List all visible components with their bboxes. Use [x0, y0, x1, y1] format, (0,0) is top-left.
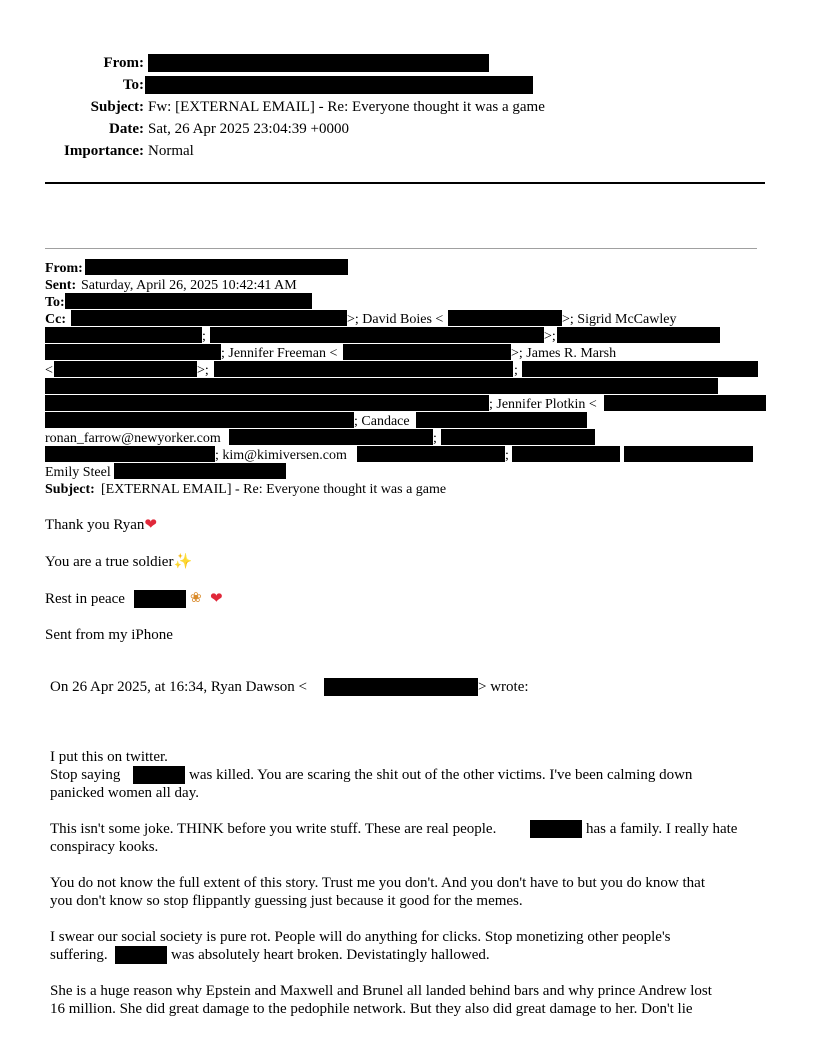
quote-text: was killed. You are scaring the shit out of the other victims. I've been calming down [189, 767, 693, 783]
forward-divider [45, 248, 757, 249]
redaction-block [45, 344, 221, 360]
redaction-block [343, 344, 511, 360]
cc-jennifer-freeman: ; Jennifer Freeman < [221, 346, 338, 361]
redaction-block [85, 259, 348, 275]
date-value: Sat, 26 Apr 2025 23:04:39 +0000 [148, 121, 349, 137]
message-text: Rest in peace [45, 591, 125, 607]
redaction-block [133, 766, 185, 784]
quote-text: Stop saying [50, 767, 121, 783]
quote-text: This isn't some joke. THINK before you write stuff. These are real people. [50, 821, 497, 837]
redaction-block [324, 678, 478, 696]
quote-text: suffering. [50, 947, 108, 963]
message-line [45, 591, 125, 608]
fwd-subject-value: [EXTERNAL EMAIL] - Re: Everyone thought it was a game [101, 482, 447, 497]
redaction-block [45, 395, 489, 411]
quote-text: has a family. I really hate [586, 821, 738, 837]
date-label: Date: [109, 121, 144, 137]
redaction-block [229, 429, 433, 445]
redaction-block [45, 446, 215, 462]
fwd-to-label: To: [45, 295, 65, 310]
redaction-block [441, 429, 595, 445]
cc-david-boies: >; David Boies < [347, 312, 444, 327]
redaction-block [45, 412, 354, 428]
cc-kim-iversen: ; kim@kimiversen.com [215, 448, 347, 463]
redaction-block [512, 446, 620, 462]
redaction-block [45, 378, 718, 394]
importance-label: Importance: [64, 143, 144, 159]
quote-text: I swear our social society is pure rot. People will do anything for clicks. Stop monetizing other people's [50, 929, 671, 945]
cc-candace: ; Candace [354, 414, 410, 429]
fwd-cc-label: Cc: [45, 312, 66, 327]
quote-text: I put this on twitter. [50, 749, 168, 765]
cc-james-marsh: >; James R. Marsh [511, 346, 617, 361]
redaction-block [115, 946, 167, 964]
redaction-block [134, 590, 186, 608]
sparkles-emoji-icon: ✨ [173, 552, 193, 570]
quote-text: You do not know the full extent of this story. Trust me you don't. And you don't have to but you do know that [50, 875, 705, 891]
cc-separator: ; [202, 329, 206, 344]
quote-text: you don't know so stop flippantly guessing just because it good for the memes. [50, 893, 523, 909]
redaction-block [448, 310, 562, 326]
redaction-block [416, 412, 587, 428]
message-line [45, 516, 157, 534]
cc-emily-steel: Emily Steel [45, 465, 111, 480]
cc-jennifer-plotkin: ; Jennifer Plotkin < [489, 397, 597, 412]
cc-separator: ; [505, 448, 509, 463]
redaction-block [604, 395, 766, 411]
message-text: You are a true soldier [45, 554, 174, 570]
redaction-block [557, 327, 720, 343]
message-line [45, 553, 192, 571]
from-label: From: [103, 55, 144, 71]
fwd-sent-value: Saturday, April 26, 2025 10:42:41 AM [81, 278, 297, 293]
quote-text: panicked women all day. [50, 785, 199, 801]
cc-sigrid-mccawley: >; Sigrid McCawley [562, 312, 677, 327]
redaction-block [65, 293, 312, 309]
header-divider [45, 182, 765, 184]
quote-intro: On 26 Apr 2025, at 16:34, Ryan Dawson < [50, 679, 308, 695]
signature: Sent from my iPhone [45, 627, 173, 643]
cc-separator: ; [514, 363, 518, 378]
redaction-block [148, 54, 489, 72]
redaction-block [71, 310, 347, 326]
cc-separator: >; [197, 363, 209, 378]
redaction-block [210, 327, 544, 343]
redaction-block [214, 361, 513, 377]
message-text: Thank you Ryan [45, 517, 145, 533]
butterfly-emoji-icon: ❀ [190, 590, 202, 606]
redaction-block [624, 446, 753, 462]
redaction-block [114, 463, 286, 479]
importance-value: Normal [148, 143, 194, 159]
heart-emoji-icon: ❤ [210, 589, 223, 607]
cc-separator: ; [433, 431, 437, 446]
redaction-block [522, 361, 758, 377]
quote-text: was absolutely heart broken. Devistatingly hallowed. [171, 947, 490, 963]
fwd-subject-label: Subject: [45, 482, 95, 497]
subject-value: Fw: [EXTERNAL EMAIL] - Re: Everyone thought it was a game [148, 99, 545, 115]
redaction-block [530, 820, 582, 838]
cc-ronan-farrow: ronan_farrow@newyorker.com [45, 431, 221, 446]
quote-intro-end: > wrote: [478, 679, 529, 695]
quote-text: She is a huge reason why Epstein and Maxwell and Brunel all landed behind bars and why prince Andrew lost [50, 983, 712, 999]
quote-text: conspiracy kooks. [50, 839, 159, 855]
fwd-sent-label: Sent: [45, 278, 77, 293]
cc-separator: < [45, 363, 53, 378]
redaction-block [54, 361, 197, 377]
quote-text: 16 million. She did great damage to the pedophile network. But they also did great damage to her. Don't lie [50, 1001, 693, 1017]
redaction-block [45, 327, 202, 343]
fwd-from-label: From: [45, 261, 83, 276]
to-label: To: [122, 77, 144, 93]
redaction-block [145, 76, 533, 94]
cc-separator: >; [544, 329, 556, 344]
redaction-block [357, 446, 505, 462]
subject-label: Subject: [90, 99, 144, 115]
heart-emoji-icon: ❤ [144, 515, 157, 533]
